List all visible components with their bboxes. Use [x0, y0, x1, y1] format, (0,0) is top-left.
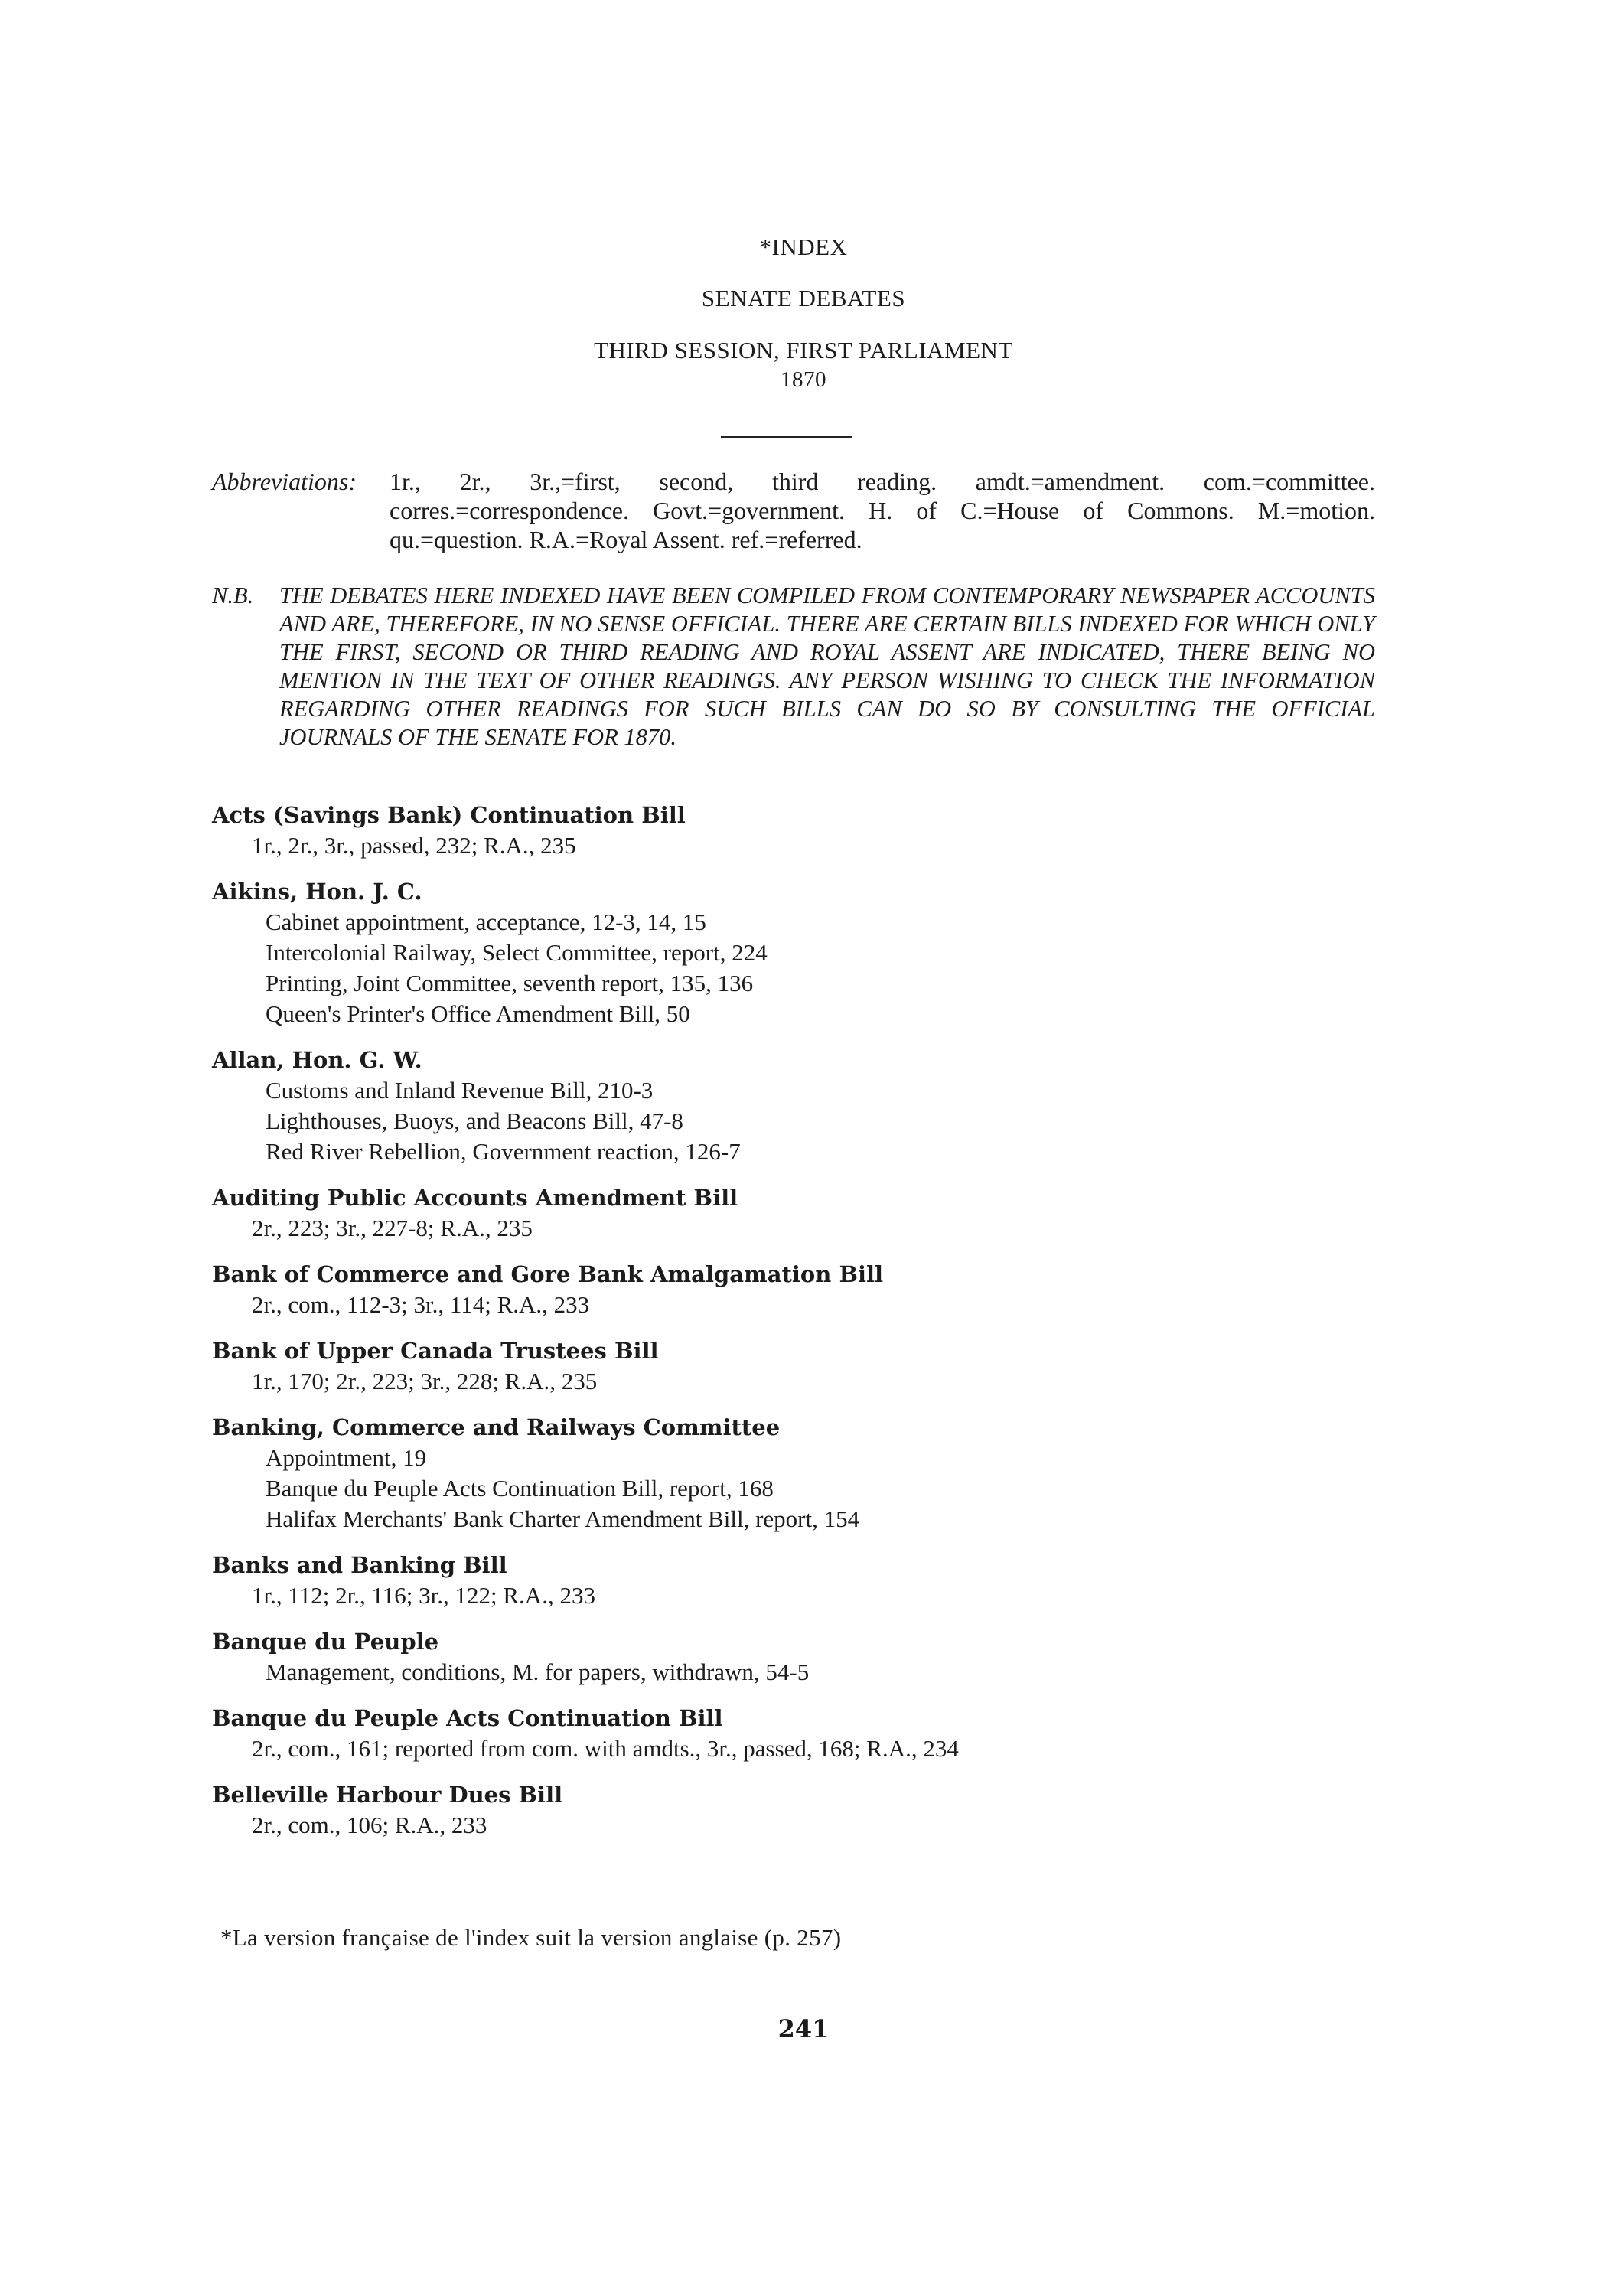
note-text: THE DEBATES HERE INDEXED HAVE BEEN COMPILED FROM CONTEMPORARY NEWSPAPER ACCOUNTS AND ARE, THEREFORE, IN NO SENSE OFFICIAL. THERE ARE CERTAIN BILLS INDEXED FOR WHICH ONLY THE FIRST, SECOND OR THIRD READING AND ROYAL ASSENT ARE INDICATED, THERE BEING NO MENTION IN THE TEXT OF OTHER READINGS. ANY PERSON WISHING TO CHECK THE INFORMATION REGARDING OTHER READINGS FOR SUCH BILLS CAN DO SO BY CONSULTING THE OFFICIAL JOURNALS OF THE SENATE FOR 1870. — [279, 582, 1375, 750]
entry-heading: Allan, Hon. G. W. — [212, 1047, 422, 1073]
entry-line: Intercolonial Railway, Select Committee, report, 224 — [266, 939, 768, 966]
entry-heading: Aikins, Hon. J. C. — [212, 879, 422, 905]
entry-heading: Bank of Upper Canada Trustees Bill — [212, 1338, 659, 1364]
entry-heading: Auditing Public Accounts Amendment Bill — [212, 1185, 738, 1211]
index-entry — [212, 1779, 1375, 1841]
index-entry — [212, 1045, 1375, 1167]
entry-line: Banque du Peuple Acts Continuation Bill, report, 168 — [266, 1475, 774, 1502]
entry-heading: Banque du Peuple Acts Continuation Bill — [212, 1705, 723, 1731]
entry-heading: Banking, Commerce and Railways Committee — [212, 1414, 781, 1440]
footnote: *La version française de l'index suit la version anglaise (p. 257) — [220, 1924, 842, 1951]
entry-heading: Acts (Savings Bank) Continuation Bill — [212, 802, 686, 828]
entry-heading: Banks and Banking Bill — [212, 1552, 507, 1578]
abbreviations-text: 1r., 2r., 3r.,=first, second, third reading. amdt.=amendment. com.=committee. corres.=correspondence. Govt.=government. H. of C.=House of Commons. M.=motion. qu.=question. R.A.=Royal Assent. ref.=referred. — [390, 468, 1375, 553]
entry-heading: Belleville Harbour Dues Bill — [212, 1782, 563, 1808]
abbreviations-label: Abbreviations: — [212, 468, 357, 495]
entry-line: 2r., com., 161; reported from com. with amdts., 3r., passed, 168; R.A., 234 — [252, 1735, 959, 1762]
entry-line: 2r., 223; 3r., 227-8; R.A., 235 — [252, 1215, 533, 1241]
index-entry — [212, 1550, 1375, 1611]
entry-line: 2r., com., 112-3; 3r., 114; R.A., 233 — [252, 1291, 590, 1318]
entry-line: 1r., 170; 2r., 223; 3r., 228; R.A., 235 — [252, 1368, 598, 1394]
index-entry — [212, 1259, 1375, 1320]
entry-line: Halifax Merchants' Bank Charter Amendment Bill, report, 154 — [266, 1505, 860, 1532]
index-entry — [212, 1412, 1375, 1534]
note-block — [212, 582, 1375, 752]
entry-line: Lighthouses, Buoys, and Beacons Bill, 47-8 — [266, 1107, 683, 1134]
page-title: *INDEX — [759, 233, 848, 260]
entry-line: Management, conditions, M. for papers, withdrawn, 54-5 — [266, 1658, 810, 1685]
entry-line: Printing, Joint Committee, seventh report, 135, 136 — [266, 970, 754, 996]
note-label: N.B. — [212, 582, 254, 608]
index-entry — [212, 800, 1375, 861]
index-entry — [212, 876, 1375, 1029]
entry-heading: Bank of Commerce and Gore Bank Amalgamation Bill — [212, 1261, 884, 1287]
session-year: 1870 — [781, 367, 826, 392]
session-title: THIRD SESSION, FIRST PARLIAMENT — [594, 337, 1013, 364]
entry-line: Cabinet appointment, acceptance, 12-3, 14, 15 — [266, 908, 706, 935]
entry-heading: Banque du Peuple — [212, 1629, 439, 1655]
entry-line: Red River Rebellion, Government reaction, 126-7 — [266, 1138, 741, 1165]
title-divider — [721, 436, 852, 438]
index-entry — [212, 1336, 1375, 1397]
entry-line: 1r., 112; 2r., 116; 3r., 122; R.A., 233 — [252, 1582, 595, 1609]
index-entry — [212, 1182, 1375, 1244]
entry-line: Appointment, 19 — [266, 1444, 427, 1471]
entry-line: Customs and Inland Revenue Bill, 210-3 — [266, 1077, 654, 1104]
index-entry — [212, 1703, 1375, 1764]
abbreviations-block — [212, 467, 1375, 554]
entry-line: 2r., com., 106; R.A., 233 — [252, 1812, 487, 1838]
index-entries — [212, 800, 1375, 1856]
entry-line: 1r., 2r., 3r., passed, 232; R.A., 235 — [252, 832, 576, 859]
index-entry — [212, 1626, 1375, 1688]
page-number: 241 — [777, 2014, 830, 2043]
page-subtitle: SENATE DEBATES — [701, 285, 906, 311]
entry-line: Queen's Printer's Office Amendment Bill, 50 — [266, 1000, 690, 1027]
